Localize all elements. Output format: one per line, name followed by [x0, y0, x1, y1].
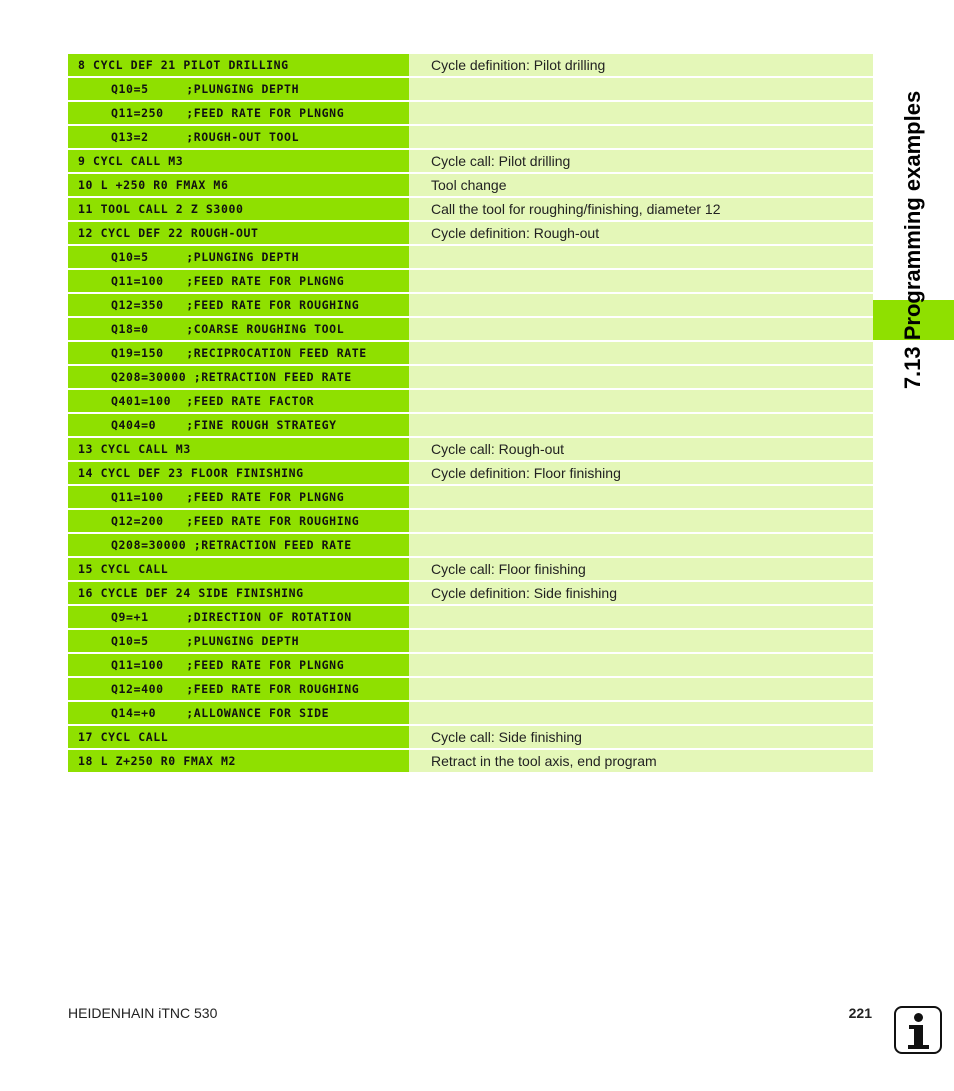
program-row — [68, 246, 873, 268]
program-row — [68, 126, 873, 148]
program-parameter: Q9=+1 ;DIRECTION OF ROTATION — [68, 606, 409, 628]
program-description — [409, 390, 873, 412]
program-description — [409, 270, 873, 292]
program-row — [68, 174, 873, 196]
program-description — [409, 414, 873, 436]
program-row — [68, 606, 873, 628]
program-description — [409, 102, 873, 124]
program-row — [68, 462, 873, 484]
program-description — [409, 486, 873, 508]
program-parameter: Q11=250 ;FEED RATE FOR PLNGNG — [68, 102, 409, 124]
program-row — [68, 486, 873, 508]
program-description — [409, 630, 873, 652]
info-icon-stem — [914, 1025, 923, 1047]
program-description — [409, 702, 873, 724]
program-row — [68, 54, 873, 76]
program-description: Cycle call: Side finishing — [409, 726, 873, 748]
program-parameter: Q12=350 ;FEED RATE FOR ROUGHING — [68, 294, 409, 316]
page-number: 221 — [848, 1005, 872, 1021]
footer-product: HEIDENHAIN iTNC 530 — [68, 1005, 218, 1021]
program-row — [68, 294, 873, 316]
program-block: 12 CYCL DEF 22 ROUGH-OUT — [68, 222, 409, 244]
program-parameter: Q404=0 ;FINE ROUGH STRATEGY — [68, 414, 409, 436]
info-icon — [894, 1006, 942, 1054]
program-description — [409, 534, 873, 556]
program-block: 10 L +250 R0 FMAX M6 — [68, 174, 409, 196]
program-block: 17 CYCL CALL — [68, 726, 409, 748]
program-block: 16 CYCLE DEF 24 SIDE FINISHING — [68, 582, 409, 604]
program-row — [68, 534, 873, 556]
program-row — [68, 390, 873, 412]
program-parameter: Q13=2 ;ROUGH-OUT TOOL — [68, 126, 409, 148]
program-description: Cycle definition: Rough-out — [409, 222, 873, 244]
program-block: 9 CYCL CALL M3 — [68, 150, 409, 172]
program-block: 8 CYCL DEF 21 PILOT DRILLING — [68, 54, 409, 76]
program-row — [68, 222, 873, 244]
program-block: 13 CYCL CALL M3 — [68, 438, 409, 460]
program-row — [68, 630, 873, 652]
program-parameter: Q10=5 ;PLUNGING DEPTH — [68, 246, 409, 268]
program-parameter: Q10=5 ;PLUNGING DEPTH — [68, 78, 409, 100]
program-row — [68, 414, 873, 436]
info-icon-foot — [908, 1045, 929, 1049]
section-title: 7.13 Programming examples — [900, 90, 925, 390]
program-description — [409, 318, 873, 340]
program-block: 11 TOOL CALL 2 Z S3000 — [68, 198, 409, 220]
program-parameter: Q401=100 ;FEED RATE FACTOR — [68, 390, 409, 412]
program-description — [409, 294, 873, 316]
program-parameter: Q208=30000 ;RETRACTION FEED RATE — [68, 534, 409, 556]
program-description: Cycle definition: Side finishing — [409, 582, 873, 604]
program-row — [68, 198, 873, 220]
program-row — [68, 342, 873, 364]
program-row — [68, 366, 873, 388]
program-parameter: Q10=5 ;PLUNGING DEPTH — [68, 630, 409, 652]
program-description — [409, 246, 873, 268]
program-block: 18 L Z+250 R0 FMAX M2 — [68, 750, 409, 772]
program-row — [68, 702, 873, 724]
program-row — [68, 438, 873, 460]
program-description — [409, 654, 873, 676]
program-row — [68, 582, 873, 604]
program-parameter: Q12=200 ;FEED RATE FOR ROUGHING — [68, 510, 409, 532]
program-description — [409, 78, 873, 100]
program-row — [68, 750, 873, 772]
program-description: Cycle call: Rough-out — [409, 438, 873, 460]
program-parameter: Q11=100 ;FEED RATE FOR PLNGNG — [68, 654, 409, 676]
program-row — [68, 102, 873, 124]
program-description: Cycle call: Pilot drilling — [409, 150, 873, 172]
program-description: Tool change — [409, 174, 873, 196]
program-row — [68, 318, 873, 340]
program-parameter: Q12=400 ;FEED RATE FOR ROUGHING — [68, 678, 409, 700]
program-parameter: Q14=+0 ;ALLOWANCE FOR SIDE — [68, 702, 409, 724]
program-parameter: Q208=30000 ;RETRACTION FEED RATE — [68, 366, 409, 388]
program-row — [68, 150, 873, 172]
program-description — [409, 366, 873, 388]
program-description: Cycle definition: Pilot drilling — [409, 54, 873, 76]
program-row — [68, 78, 873, 100]
program-parameter: Q18=0 ;COARSE ROUGHING TOOL — [68, 318, 409, 340]
program-row — [68, 510, 873, 532]
program-description — [409, 606, 873, 628]
program-row — [68, 270, 873, 292]
program-description — [409, 510, 873, 532]
program-block: 14 CYCL DEF 23 FLOOR FINISHING — [68, 462, 409, 484]
program-description — [409, 126, 873, 148]
program-row — [68, 678, 873, 700]
program-description — [409, 678, 873, 700]
program-parameter: Q11=100 ;FEED RATE FOR PLNGNG — [68, 486, 409, 508]
program-description: Cycle definition: Floor finishing — [409, 462, 873, 484]
program-row — [68, 654, 873, 676]
program-description: Retract in the tool axis, end program — [409, 750, 873, 772]
program-parameter: Q11=100 ;FEED RATE FOR PLNGNG — [68, 270, 409, 292]
info-icon-dot — [914, 1013, 923, 1022]
program-description: Call the tool for roughing/finishing, diameter 12 — [409, 198, 873, 220]
program-block: 15 CYCL CALL — [68, 558, 409, 580]
program-description — [409, 342, 873, 364]
program-row — [68, 726, 873, 748]
program-parameter: Q19=150 ;RECIPROCATION FEED RATE — [68, 342, 409, 364]
program-table — [68, 54, 873, 774]
program-row — [68, 558, 873, 580]
program-description: Cycle call: Floor finishing — [409, 558, 873, 580]
